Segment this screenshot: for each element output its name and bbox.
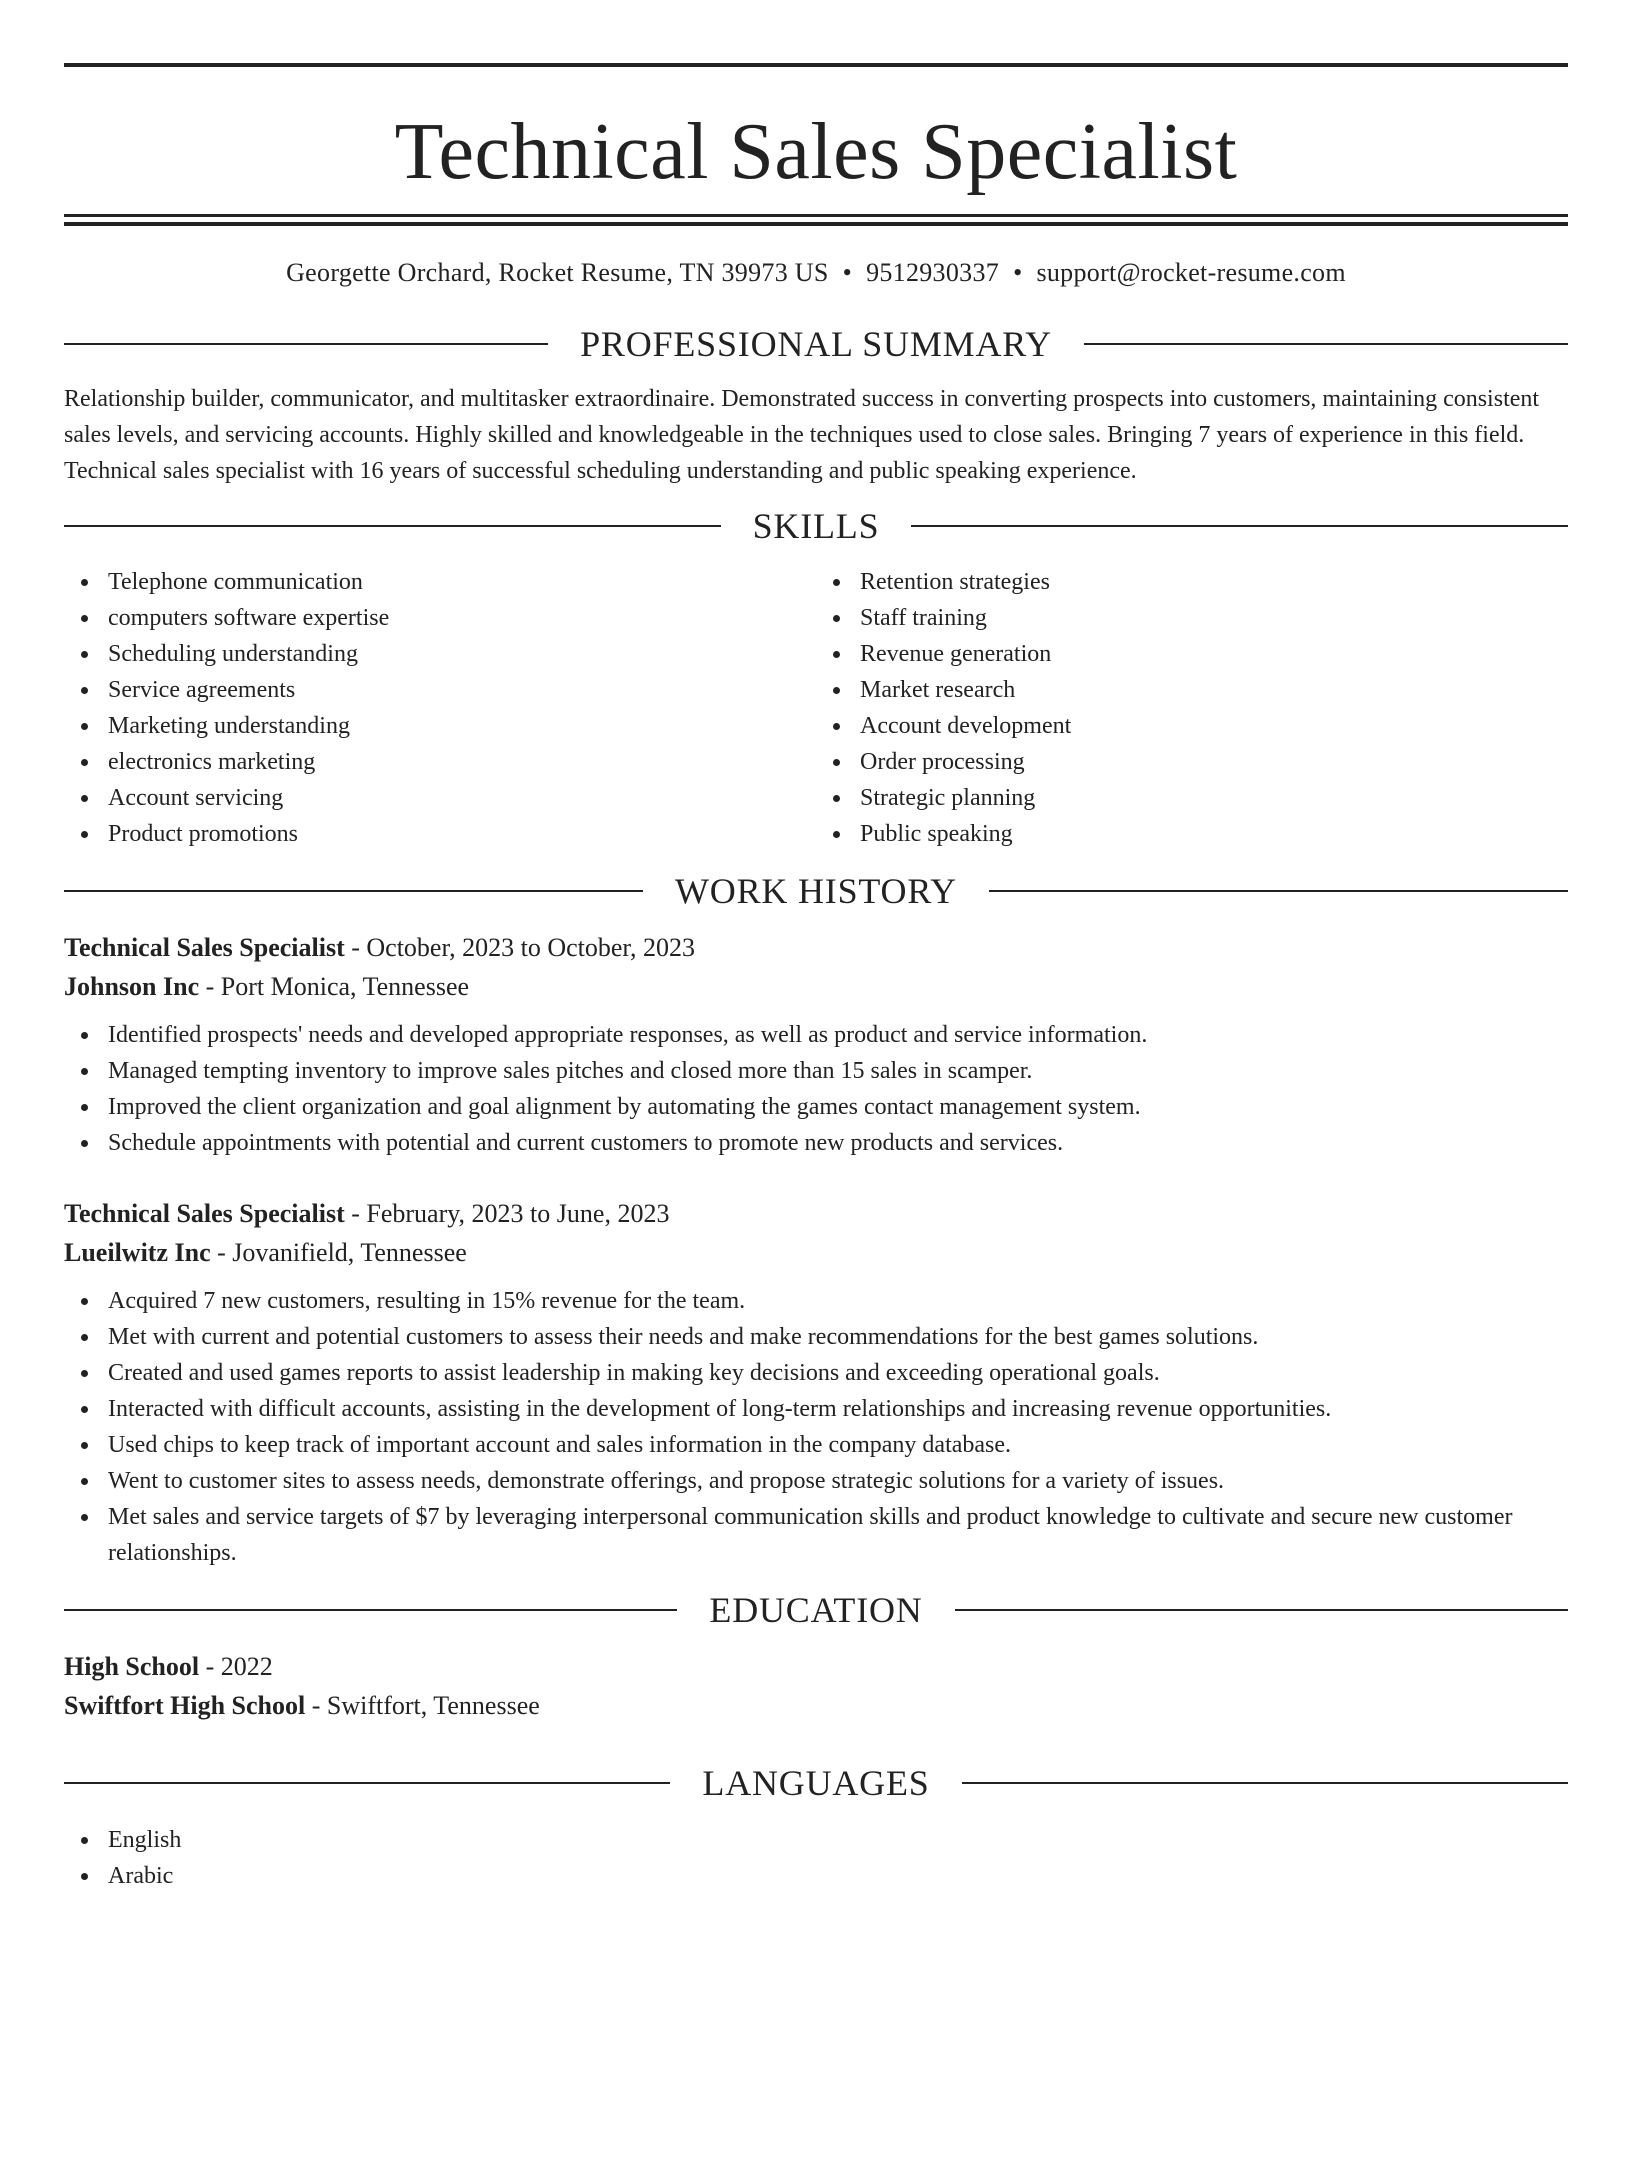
education-degree: High School (64, 1652, 200, 1681)
job-entry (64, 1194, 1568, 1571)
skills-column-left (64, 564, 816, 852)
heading-rule-right (955, 1609, 1568, 1611)
skill-item: Marketing understanding (64, 708, 816, 744)
skill-item: Account servicing (64, 780, 816, 816)
job-company: Johnson Inc (64, 972, 200, 1001)
job-location: - Jovanifield, Tennessee (217, 1238, 467, 1267)
education-degree-line (64, 1647, 1568, 1686)
job-bullet: Identified prospects' needs and developed appropriate responses, as well as product and service information. (64, 1017, 1568, 1053)
languages-heading-label: LANGUAGES (702, 1763, 930, 1803)
contact-email: support@rocket-resume.com (1036, 258, 1346, 287)
title-double-rule (64, 214, 1568, 226)
education-school: Swiftfort High School (64, 1691, 306, 1720)
heading-rule-left (64, 890, 643, 892)
job-company-line (64, 1233, 1568, 1272)
job-title-line (64, 928, 1568, 967)
resume-page (0, 63, 1632, 2175)
contact-address: Georgette Orchard, Rocket Resume, TN 39973 US (286, 258, 829, 287)
job-dates: - October, 2023 to October, 2023 (351, 933, 696, 962)
job-bullet: Interacted with difficult accounts, assisting in the development of long-term relationships and increasing revenue opportunities. (64, 1391, 1568, 1427)
job-entry (64, 928, 1568, 1161)
heading-rule-right (911, 525, 1568, 527)
languages-list (64, 1822, 1568, 1894)
work-history-heading-label: WORK HISTORY (675, 871, 957, 911)
skills-column-right (816, 564, 1568, 852)
language-item: English (64, 1822, 1568, 1858)
heading-rule-left (64, 525, 721, 527)
job-bullet: Used chips to keep track of important account and sales information in the company database. (64, 1427, 1568, 1463)
skill-item: Telephone communication (64, 564, 816, 600)
skill-item: Service agreements (64, 672, 816, 708)
skill-item: Retention strategies (816, 564, 1568, 600)
skill-item: Account development (816, 708, 1568, 744)
skill-item: Staff training (816, 600, 1568, 636)
heading-rule-right (1084, 343, 1568, 345)
contact-separator: • (1013, 258, 1023, 287)
education-year: - 2022 (205, 1652, 273, 1681)
job-bullet: Met with current and potential customers to assess their needs and make recommendations for the best games solutions. (64, 1319, 1568, 1355)
skills-list (64, 564, 1568, 852)
skill-item: computers software expertise (64, 600, 816, 636)
language-item: Arabic (64, 1858, 1568, 1894)
education-entry (64, 1647, 1568, 1725)
job-dates: - February, 2023 to June, 2023 (351, 1199, 670, 1228)
summary-heading (64, 319, 1568, 369)
job-title: Technical Sales Specialist (64, 933, 345, 962)
job-company-line (64, 967, 1568, 1006)
summary-heading-label: PROFESSIONAL SUMMARY (580, 324, 1052, 364)
contact-line (64, 257, 1568, 289)
job-title-line (64, 1194, 1568, 1233)
skill-item: Market research (816, 672, 1568, 708)
job-location: - Port Monica, Tennessee (205, 972, 470, 1001)
job-bullet: Created and used games reports to assist leadership in making key decisions and exceeding operational goals. (64, 1355, 1568, 1391)
skills-heading (64, 501, 1568, 551)
job-bullet: Met sales and service targets of $7 by leveraging interpersonal communication skills and product knowledge to cultivate and secure new customer relationships. (64, 1499, 1568, 1571)
skill-item: Revenue generation (816, 636, 1568, 672)
education-heading (64, 1585, 1568, 1635)
job-bullet: Improved the client organization and goal alignment by automating the games contact management system. (64, 1089, 1568, 1125)
skill-item: Scheduling understanding (64, 636, 816, 672)
education-location: - Swiftfort, Tennessee (311, 1691, 540, 1720)
job-bullet: Acquired 7 new customers, resulting in 15% revenue for the team. (64, 1283, 1568, 1319)
education-heading-label: EDUCATION (709, 1590, 923, 1630)
job-title: Technical Sales Specialist (64, 1199, 345, 1228)
heading-rule-left (64, 343, 548, 345)
job-bullet-list (64, 1283, 1568, 1571)
heading-rule-left (64, 1782, 670, 1784)
contact-separator: • (842, 258, 853, 287)
work-history-heading (64, 866, 1568, 916)
summary-text: Relationship builder, communicator, and multitasker extraordinaire. Demonstrated success in converting prospects into customers, maintaining consistent sales levels, and servicing accounts. Highly skilled and knowledgeable in the techniques used to close sales. Bringing 7 years of experience in this field. Technical sales specialist with 16 years of successful scheduling understanding and public speaking experience. (64, 386, 1540, 484)
skill-item: Product promotions (64, 816, 816, 852)
skill-item: electronics marketing (64, 744, 816, 780)
languages-heading (64, 1758, 1568, 1808)
page-title: Technical Sales Specialist (394, 108, 1238, 196)
job-bullet-list (64, 1017, 1568, 1161)
heading-rule-right (989, 890, 1568, 892)
skill-item: Public speaking (816, 816, 1568, 852)
skill-item: Order processing (816, 744, 1568, 780)
heading-rule-right (962, 1782, 1568, 1784)
job-bullet: Managed tempting inventory to improve sales pitches and closed more than 15 sales in scamper. (64, 1053, 1568, 1089)
job-bullet: Schedule appointments with potential and current customers to promote new products and services. (64, 1125, 1568, 1161)
contact-phone: 9512930337 (866, 258, 1000, 287)
skills-heading-label: SKILLS (752, 506, 880, 546)
skill-item: Strategic planning (816, 780, 1568, 816)
heading-rule-left (64, 1609, 677, 1611)
job-company: Lueilwitz Inc (64, 1238, 211, 1267)
education-school-line (64, 1686, 1568, 1725)
job-bullet: Went to customer sites to assess needs, demonstrate offerings, and propose strategic solutions for a variety of issues. (64, 1463, 1568, 1499)
